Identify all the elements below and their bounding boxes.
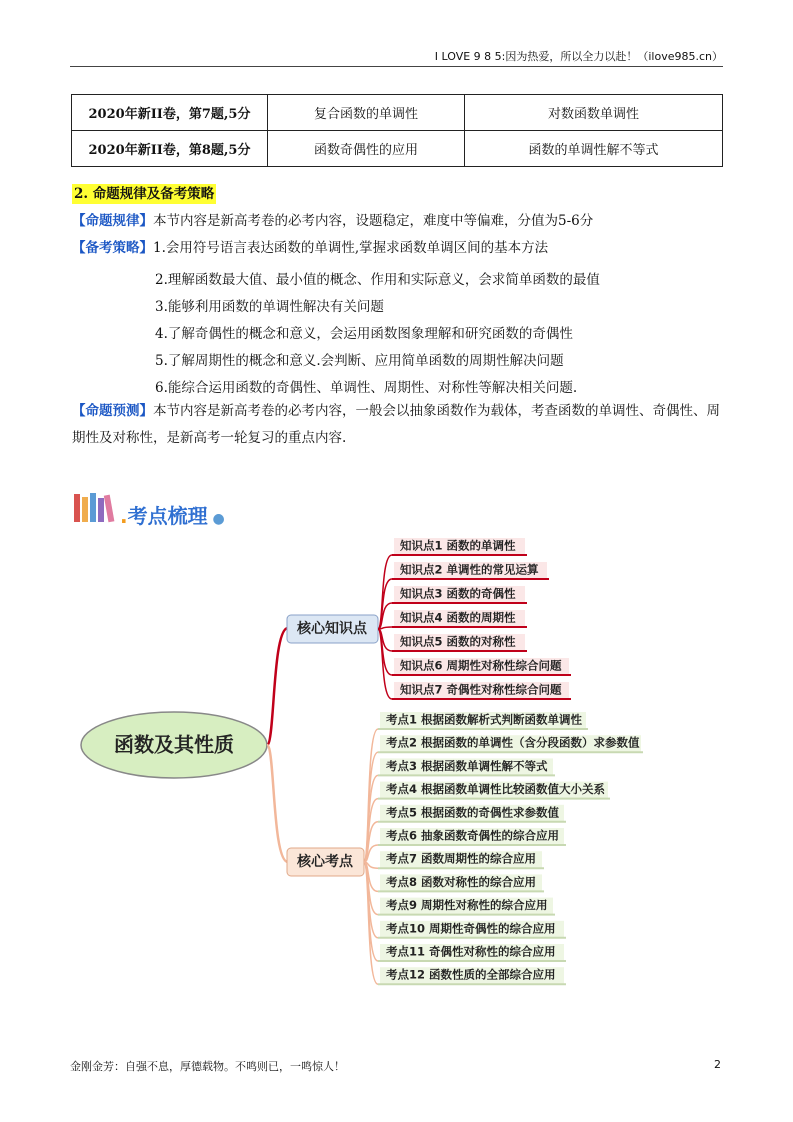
root-label: 函数及其性质 — [114, 732, 234, 757]
table-row — [72, 131, 723, 167]
table-row — [72, 95, 723, 131]
page-number: 2 — [714, 1058, 721, 1071]
point-item: 考点8 函数对称性的综合应用 — [386, 874, 537, 889]
strategy-item: 2.理解函数最大值、最小值的概念、作用和实际意义，会求简单函数的最值 — [155, 272, 600, 288]
point-item: 考点4 根据函数单调性比较函数值大小关系 — [386, 782, 606, 797]
strategy-item: 5.了解周期性的概念和意义.会判断、应用简单函数的周期性解决问题 — [155, 353, 564, 369]
point-item: 考点9 周期性对称性的综合应用 — [386, 898, 548, 913]
page-header: I LOVE 9 8 5:因为热爱，所以全力以赴！（ilove985.cn） — [434, 50, 723, 63]
point-item: 考点3 根据函数单调性解不等式 — [386, 758, 548, 773]
kd-title-text: 考点梳理 — [127, 504, 208, 528]
table-cell: 函数的单调性解不等式 — [465, 131, 723, 167]
header-rule — [70, 66, 723, 67]
point-item: 考点2 根据函数的单调性（含分段函数）求参数值 — [386, 735, 640, 750]
connector — [267, 745, 288, 862]
point-item: 考点12 函数性质的全部综合应用 — [386, 967, 556, 982]
knowledge-item: 知识点5 函数的对称性 — [400, 634, 516, 649]
strategy-label: 【备考策略】 — [72, 240, 153, 256]
branch-label: 核心考点 — [297, 854, 353, 870]
exam-table — [71, 94, 723, 167]
table-cell: 对数函数单调性 — [465, 95, 723, 131]
strategy-item: 1.会用符号语言表达函数的单调性,掌握求函数单调区间的基本方法 — [153, 240, 549, 256]
table-cell: 函数奇偶性的应用 — [268, 131, 465, 167]
strategy-item: 3.能够利用函数的单调性解决有关问题 — [155, 299, 384, 315]
point-item: 考点1 根据函数解析式判断函数单调性 — [386, 712, 583, 727]
strategy-item: 6.能综合运用函数的奇偶性、单调性、周期性、对称性等解决相关问题. — [155, 380, 578, 396]
point-item: 考点5 根据函数的奇偶性求参数值 — [386, 805, 560, 820]
section-title: 2. 命题规律及备考策略 — [74, 186, 215, 202]
rule-text: 本节内容是新高考卷的必考内容，设题稳定，难度中等偏难，分值为5-6分 — [153, 213, 594, 229]
knowledge-item: 知识点3 函数的奇偶性 — [400, 586, 516, 601]
predict-text: 本节内容是新高考卷的必考内容，一般会以抽象函数作为载体，考查函数的单调性、奇偶性、周期性及对称性，是新高考一轮复习的重点内容. — [72, 403, 720, 446]
knowledge-item: 知识点7 奇偶性对称性综合问题 — [400, 682, 562, 697]
books-icon — [72, 492, 116, 524]
table-cell: 复合函数的单调性 — [268, 95, 465, 131]
branch-label: 核心知识点 — [297, 621, 367, 637]
strategy-item: 4.了解奇偶性的概念和意义，会运用函数图象理解和研究函数的奇偶性 — [155, 326, 573, 342]
kd-title: .考点梳理 ● — [120, 504, 225, 528]
knowledge-item: 知识点4 函数的周期性 — [400, 610, 516, 625]
connector — [267, 628, 288, 745]
footer-motto: 金刚金芳：自强不息，厚德载物。不鸣则已，一鸣惊人！ — [70, 1060, 345, 1073]
rule-paragraph — [72, 208, 722, 235]
predict-paragraph — [72, 398, 722, 452]
point-item: 考点11 奇偶性对称性的综合应用 — [386, 944, 556, 959]
rule-label: 【命题规律】 — [72, 213, 153, 229]
point-item: 考点10 周期性奇偶性的综合应用 — [386, 921, 556, 936]
connector — [378, 603, 392, 629]
mind-map — [0, 530, 793, 1000]
table-cell: 2020年新II卷，第7题,5分 — [72, 95, 268, 131]
strategy-paragraph — [72, 235, 722, 262]
predict-label: 【命题预测】 — [72, 403, 153, 419]
knowledge-item: 知识点6 周期性对称性综合问题 — [400, 658, 562, 673]
point-item: 考点6 抽象函数奇偶性的综合应用 — [386, 828, 560, 843]
point-item: 考点7 函数周期性的综合应用 — [386, 851, 537, 866]
knowledge-item: 知识点1 函数的单调性 — [400, 538, 516, 553]
table-cell: 2020年新II卷，第8题,5分 — [72, 131, 268, 167]
knowledge-item: 知识点2 单调性的常见运算 — [400, 562, 539, 577]
